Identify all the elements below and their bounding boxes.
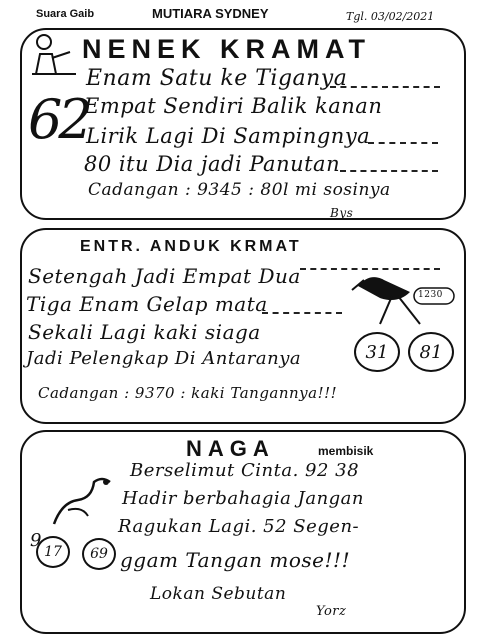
panel1-line-3: Lirik Lagi Di Sampingnya xyxy=(86,124,371,148)
panel1-dash-3 xyxy=(340,170,438,172)
panel2-line-1: Setengah Jadi Empat Dua xyxy=(28,264,301,288)
panel1-big-digits: 62 xyxy=(28,88,89,151)
panel2-circle-1: 31 xyxy=(354,332,400,372)
date-label: Tgl. 03/02/2021 xyxy=(346,10,435,23)
panel1-line-4: 80 itu Dia jadi Panutan xyxy=(84,152,341,176)
panel3-title: NAGA xyxy=(186,436,275,461)
dragon-icon xyxy=(48,472,118,532)
panel1-signature: Bys xyxy=(330,206,354,220)
panel1-line-1: Enam Satu ke Tiganya xyxy=(86,66,348,91)
panel3-left-mark: 9 xyxy=(30,530,42,551)
panel1-dash-2 xyxy=(368,142,438,144)
panel2-line-4: Jadi Pelengkap Di Antaranya xyxy=(26,348,302,369)
panel3-line-2: Hadir berbahagia Jangan xyxy=(122,488,365,509)
panel2-title: ENTR. ANDUK KRMAT xyxy=(80,238,302,255)
bird-tag: 1230 xyxy=(418,290,443,300)
panel3-line-5: Lokan Sebutan xyxy=(150,584,287,604)
panel2-dash-1 xyxy=(262,312,342,314)
panel3-line-3: Ragukan Lagi. 52 Segen- xyxy=(118,516,360,537)
panel3-signature: Yorz xyxy=(316,604,347,619)
panel2-reserve: Cadangan : 9370 : kaki Tangannya!!! xyxy=(38,384,338,402)
panel3-line-4: ggam Tangan mose!!! xyxy=(120,548,351,572)
bird-icon xyxy=(350,262,460,332)
panel3-subtitle: membisik xyxy=(318,444,374,458)
panel1-line-2: Empat Sendiri Balik kanan xyxy=(84,94,383,118)
panel3-circle-2: 69 xyxy=(82,538,116,570)
brand-label: Suara Gaib xyxy=(36,8,95,20)
figure-icon xyxy=(30,32,78,76)
panel1-dash-1 xyxy=(330,86,440,88)
panel3-line-1: Berselimut Cinta. 92 38 xyxy=(130,460,360,481)
panel3-circle-1: 17 xyxy=(36,536,70,568)
panel2-line-3: Sekali Lagi kaki siaga xyxy=(28,320,261,344)
panel2-line-2: Tiga Enam Gelap mata xyxy=(26,292,268,316)
panel1-reserve: Cadangan : 9345 : 80l mi sosinya xyxy=(88,180,391,200)
panel1-title: NENEK KRAMAT xyxy=(82,34,371,64)
panel2-circle-2: 81 xyxy=(408,332,454,372)
site-title: MUTIARA SYDNEY xyxy=(152,6,269,21)
